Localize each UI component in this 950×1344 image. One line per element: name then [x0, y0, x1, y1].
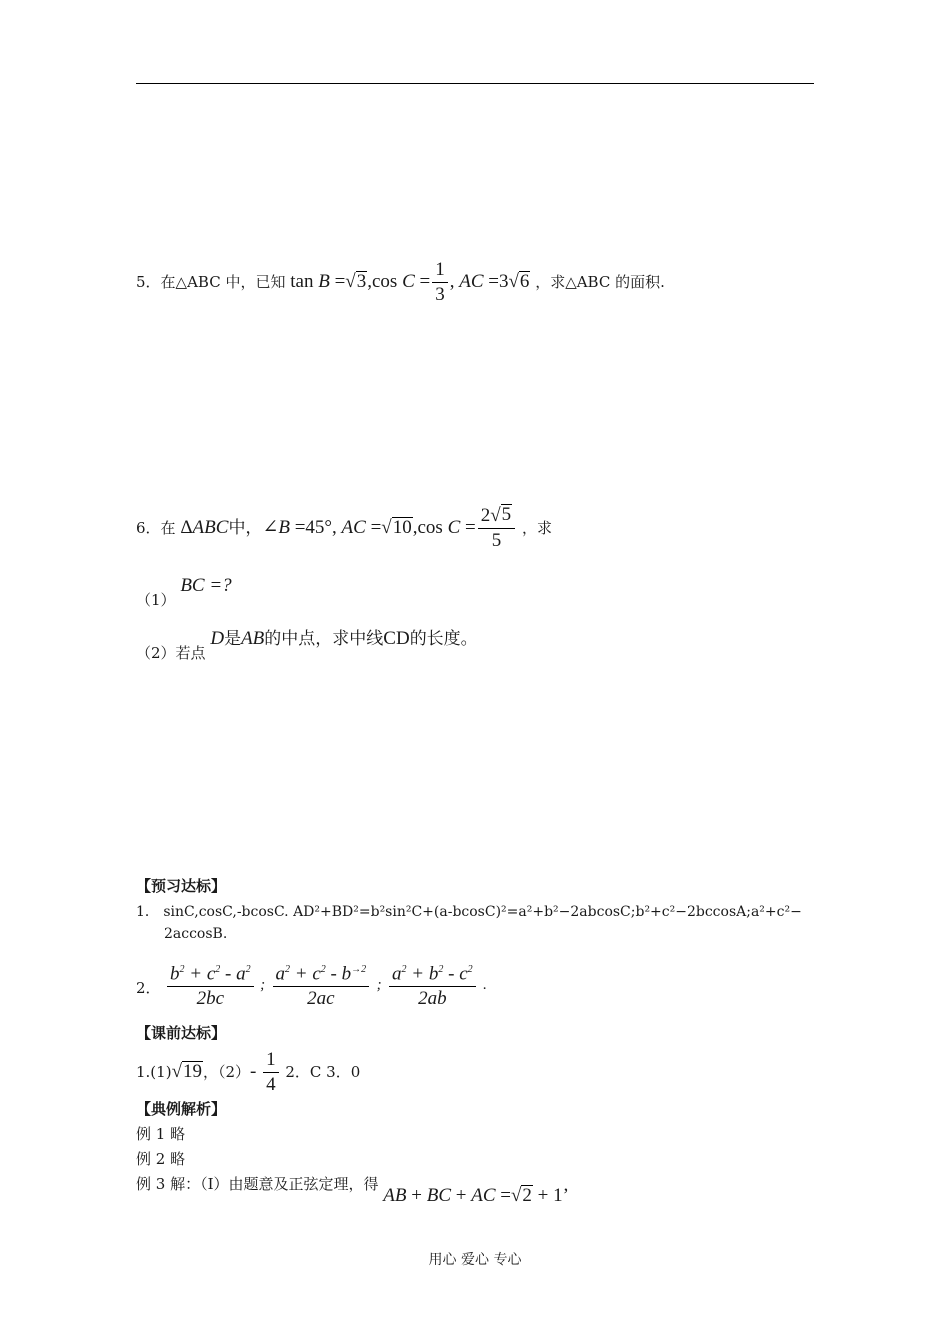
yuxi-1-line-b: 2accosB.: [164, 926, 228, 942]
q2-label: （2）若点: [136, 644, 206, 662]
q1-formula: BC =?: [180, 575, 232, 596]
example-1: 例 1 略: [136, 1125, 186, 1143]
problem-5: [136, 258, 665, 307]
dianli-title: 【典例解析】: [136, 1100, 227, 1118]
yuxi-1-line-a: 1． sinC,cosC,-bcosC. AD²+BD²=b²sin²C+(a-bcosC)²=a²+b²−2abcosC;b²+c²−2bccosA;a²+c²−: [136, 904, 802, 920]
example-3: 例 3 解：（I）由题意及正弦定理，得 AB + BC + AC = √ 2 + 1’: [136, 1175, 569, 1206]
yuxi-title: 【预习达标】: [136, 877, 227, 895]
header-rule: [136, 83, 814, 84]
page-footer: 用心 爱心 专心: [428, 1252, 522, 1268]
problem-5-tail: ，求△ABC 的面积.: [535, 272, 665, 291]
example-2: 例 2 略: [136, 1150, 186, 1168]
yuxi-2: 2． $\frac{b^2 + c^2 - a^2}{2bc}$ ; $\frac{a^2 + c^2 - b^{\to 2}}{2ac}$ ; $\frac{a^2 + b^2 - c^2}{2ab}$ .: [136, 958, 487, 1011]
problem-6-q1: [136, 575, 232, 609]
example-3-formula: AB + BC + AC = √ 2 + 1’: [383, 1185, 569, 1206]
problem-6-tail: ，求: [521, 518, 552, 537]
problem-5-lead: 5．在△ABC 中，已知: [136, 272, 286, 291]
problem-6-lead: 6．在: [136, 518, 176, 537]
q1-label: （1）: [136, 591, 176, 609]
kecian-title: 【课前达标】: [136, 1024, 227, 1042]
problem-5-formula: tan B = √ 3 ,cos C = $\frac{1}{3}$ , AC =3 √ 6: [290, 259, 530, 305]
problem-6-formula: ΔABC中，∠B =45°, AC = √ 10 ,cos C = 2 √ 5 5: [180, 517, 517, 538]
kecian-1: 1.(1) √ 19 ，（2）- $\frac{1}{4}$ 2．C 3．0: [136, 1049, 361, 1095]
problem-6-q2: （2）若点 D是AB的中点，求中线CD的长度。: [136, 628, 478, 662]
problem-6: [136, 504, 552, 553]
yuxi-2-formulas: $\frac{b^2 + c^2 - a^2}{2bc}$ ; $\frac{a^2 + c^2 - b^{\to 2}}{2ac}$ ; $\frac{a^2 + b^2 - c^2}{2ab}$ .: [165, 973, 487, 994]
